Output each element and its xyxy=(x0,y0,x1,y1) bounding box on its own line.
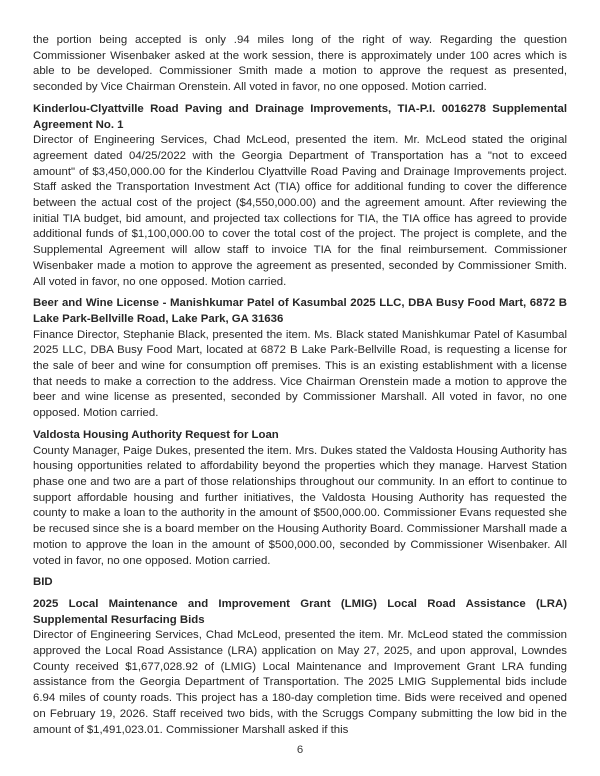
section-lmig-resurfacing-bids xyxy=(33,597,567,738)
continuation-paragraph: the portion being accepted is only .94 miles long of the right of way. Regarding the question Commissioner Wisenbaker asked at the work session, there is approximately under 100 acres which is able to be developed. Commissioner Smith made a motion to approve the request as presented, seconded by Vice Chairman Orenstein. All voted in favor, no one opposed. Motion carried. xyxy=(33,34,567,94)
page-number: 6 xyxy=(296,744,304,757)
page-footer xyxy=(33,743,567,759)
section-heading-beer-wine-license: Beer and Wine License - Manishkumar Patel of Kasumbal 2025 LLC, DBA Busy Food Mart, 6872 B Lake Park-Bellville Road, Lake Park, GA 31636 xyxy=(33,297,567,325)
section-housing-authority-loan xyxy=(33,428,567,569)
section-body-beer-wine-license: Finance Director, Stephanie Black, presented the item. Ms. Black stated Manishkumar Patel of Kasumbal 2025 LLC, DBA Busy Food Mart, located at 6872 B Lake Park-Bellville Road, is requesting a license for the sale of beer and wine for consumption off premises. This is an existing establishment with a license that needs to make a correction to the address. Vice Chairman Orenstein made a motion to approve the beer and wine license as presented, seconded by Commissioner Marshall. All voted in favor, no one opposed. Motion carried. xyxy=(33,328,567,420)
section-beer-wine-license xyxy=(33,296,567,422)
section-body-lmig-resurfacing-bids: Director of Engineering Services, Chad McLeod, presented the item. Mr. McLeod stated the commission approved the Local Road Assistance (LRA) application on May 27, 2025, and upon approval, Lowndes County received $1,677,028.92 of (LMIG) Local Maintenance and Improvement Grant LRA funding assistance from the Georgia Department of Transportation. The 2025 LMIG Supplemental bids include 6.94 miles of county roads. This project has a 180-day completion time. Bids were received and opened on February 19, 2026. Staff received two bids, with the Scruggs Company submitting the low bid in the amount of $1,491,023.01. Commissioner Marshall asked if this xyxy=(33,629,567,736)
section-heading-housing-authority-loan: Valdosta Housing Authority Request for Loan xyxy=(33,428,279,441)
section-heading-kinderlou-road-agreement: Kinderlou-Clyattville Road Paving and Drainage Improvements, TIA-P.I. 0016278 Supplemental Agreement No. 1 xyxy=(33,102,567,131)
section-body-housing-authority-loan: County Manager, Paige Dukes, presented the item. Mrs. Dukes stated the Valdosta Housing Authority has housing opportunities related to affordability beyond the properties which they manage. Harvest Station phase one and two are a part of those relationships throughout our community. In an effort to continue to support affordable housing and further initiatives, the Valdosta Housing Authority has requested the county to make a loan to the authority in the amount of $500,000.00. Commissioner Evans requested she be recused since she is a board member on the Housing Authority Board. Commissioner Marshall made a motion to approve the loan in the amount of $500,000.00, seconded by Commissioner Wisenbaker. All voted in favor, no one opposed. Motion carried. xyxy=(33,444,567,567)
section-label-bid xyxy=(33,575,567,591)
section-heading-lmig-resurfacing-bids: 2025 Local Maintenance and Improvement Grant (LMIG) Local Road Assistance (LRA) Supplemental Resurfacing Bids xyxy=(33,597,567,626)
bid-label: BID xyxy=(33,576,53,589)
section-kinderlou-road-agreement xyxy=(33,102,567,290)
section-body-kinderlou-road-agreement: Director of Engineering Services, Chad McLeod, presented the item. Mr. McLeod stated the original agreement dated 04/25/2022 with the Georgia Department of Transportation has a "not to exceed amount" of $3,450,000.00 for the Kinderlou Clyattville Road Paving and Drainage Improvements project. Staff asked the Transportation Investment Act (TIA) office for additional funding to cover the difference between the actual cost of the project ($4,550,000.00) and the agreement amount. After reviewing the initial TIA budget, bid amount, and projected tax collections for TIA, the TIA office has agreed to provide additional funds of $1,100,000.00 to cover the total cost of the project. The project is complete, and the Supplemental Agreement will allow staff to invoice TIA for the final reimbursement. Commissioner Wisenbaker made a motion to approve the agreement as presented, seconded by Commissioner Smith. All voted in favor, no one opposed. Motion carried. xyxy=(33,134,567,288)
